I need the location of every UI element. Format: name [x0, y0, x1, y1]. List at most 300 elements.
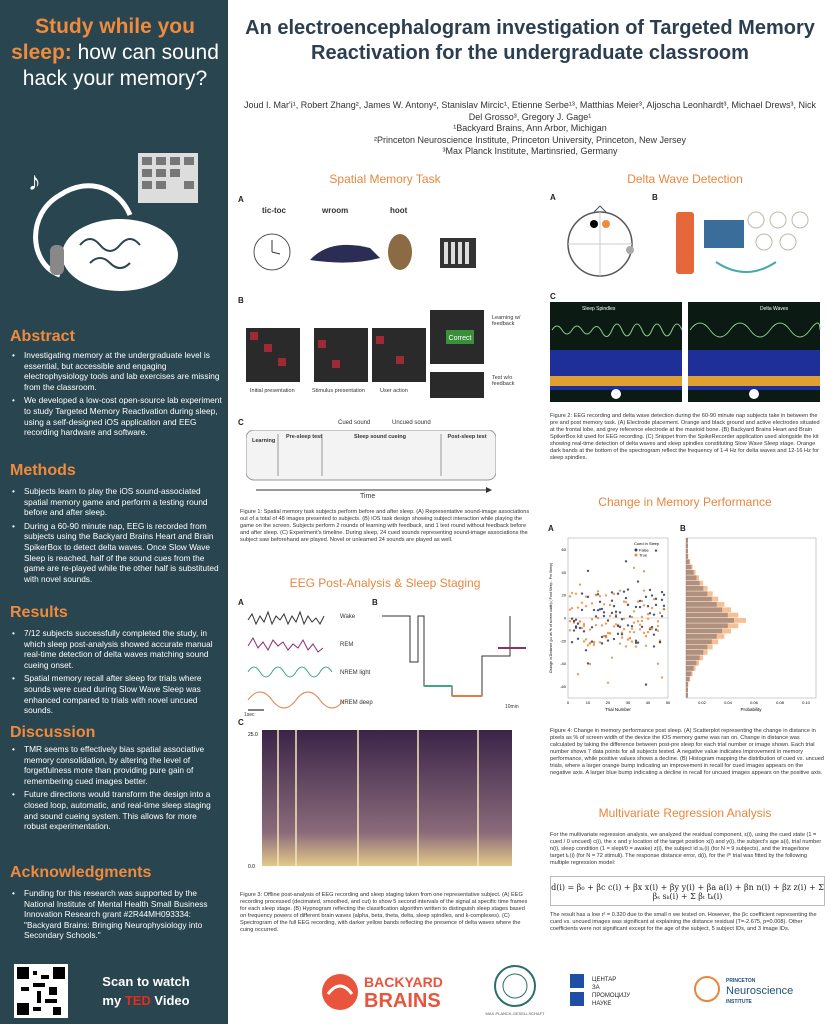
hist-bar [686, 613, 728, 618]
data-point [661, 676, 663, 678]
data-point [625, 560, 627, 562]
data-point [657, 620, 659, 622]
hist-bar [686, 639, 712, 644]
sound-word: tic-toc [262, 206, 286, 215]
hist-bar [686, 549, 688, 554]
data-point [645, 683, 647, 685]
sleep-illustration [20, 145, 210, 295]
hist-bar [686, 682, 688, 687]
x-tick-label: 20 [605, 700, 611, 705]
methods-list [10, 486, 222, 587]
panel-label: C [238, 418, 244, 427]
test-label: Test w/o feedback [492, 375, 515, 387]
data-point [635, 606, 637, 608]
data-point [603, 615, 605, 617]
data-point [633, 567, 635, 569]
data-point [589, 628, 591, 630]
data-point [613, 593, 615, 595]
x-tick-label: 50 [665, 700, 671, 705]
methods-heading: Methods [10, 462, 76, 479]
hist-bar [686, 554, 688, 559]
data-point [621, 636, 623, 638]
data-point [583, 625, 585, 627]
histogram-chart [680, 530, 825, 720]
data-point [577, 638, 579, 640]
data-point [569, 620, 571, 622]
data-point [587, 644, 589, 646]
abstract-list [10, 350, 222, 441]
data-point [657, 663, 659, 665]
phase-label: Stimulus presentation [312, 388, 365, 394]
panel-label: C [550, 292, 556, 301]
hist-bar [686, 650, 703, 655]
legend-label: False [639, 547, 649, 553]
data-point [599, 608, 601, 610]
data-point [591, 618, 593, 620]
stimulus-images [250, 228, 490, 278]
data-point [619, 642, 621, 644]
data-point [647, 631, 649, 633]
panel-label: B [372, 598, 378, 607]
data-point [633, 621, 635, 623]
y-tick-label: -60 [560, 684, 566, 690]
princeton-neuroscience-logo: PRINCETON Neuroscience INSTITUTE [690, 968, 820, 1018]
svg-text:0.0: 0.0 [248, 864, 255, 870]
results-heading: Results [10, 604, 68, 621]
data-point [627, 588, 629, 590]
hist-bar [686, 677, 689, 682]
hist-bar [686, 575, 696, 580]
data-point [651, 628, 653, 630]
data-point [593, 641, 595, 643]
data-point [587, 596, 589, 598]
discussion-list [10, 744, 222, 835]
backyard-brains-logo: BACKYARD BRAINS [320, 968, 470, 1018]
hist-bar [686, 671, 691, 676]
data-point [573, 629, 575, 631]
scale-10min: 10min [505, 704, 519, 710]
discussion-heading: Discussion [10, 724, 96, 741]
data-point [653, 633, 655, 635]
list-item: • Investigating memory at the undergraduate level is essential, but accessible and engaging electrophysiology tools and lab exercises are missing from the classroom. [10, 350, 222, 392]
data-point [615, 615, 617, 617]
data-point [649, 589, 651, 591]
data-point [643, 589, 645, 591]
delta-waves-label: Delta Waves [760, 306, 789, 312]
data-point [631, 616, 633, 618]
data-point [655, 549, 657, 551]
data-point [617, 633, 619, 635]
data-point [637, 580, 639, 582]
data-point [591, 602, 593, 604]
data-point [605, 622, 607, 624]
data-point [663, 608, 665, 610]
qr-code[interactable] [14, 964, 68, 1018]
data-point [629, 637, 631, 639]
hist-bar [686, 666, 694, 671]
panel-label: B [652, 193, 658, 202]
regression-text: For the multivariate regression analysis, we analyzed the residual component, ε(i), using the cued state (1 = cued / 0 uncued) c(i), the x and y location of the target position x(i) and y(i), the subject's age a(i), trial number n(i), sleep condition (1 = slept/0 = awake) z(i), the subject id sₖ(i) (for N = 9 subjects), and the image/tone target tₖ(i) (for N = 72 stimuli). The response distance error, d(i), for the iᵗʰ trial was fitted by the following multiple regression model: [550, 832, 822, 866]
hist-bar [686, 623, 728, 628]
data-point [593, 644, 595, 646]
data-point [597, 593, 599, 595]
legend-title: Cued in Sleep [634, 541, 660, 546]
scan-prompt: Scan to watch my TED Video [102, 974, 190, 1008]
data-point [599, 601, 601, 603]
data-point [571, 607, 573, 609]
stage-label: NREM light [340, 670, 371, 676]
ack-heading: Acknowledgments [10, 864, 152, 881]
data-point [631, 628, 633, 630]
data-point [627, 638, 629, 640]
results-list [10, 628, 222, 719]
data-point [589, 642, 591, 644]
hypnogram [378, 608, 528, 708]
learn-label: Learning w/ feedback [492, 315, 521, 327]
change-heading: Change in Memory Performance [598, 495, 772, 509]
hist-bar [686, 538, 688, 543]
data-point [645, 596, 647, 598]
x-axis-label: Trial Number [605, 707, 631, 712]
hist-bar [686, 559, 689, 564]
data-point [643, 570, 645, 572]
sound-word: wroom [322, 206, 349, 215]
timeline-diagram [246, 430, 496, 500]
uncued-legend: Uncued sound [392, 420, 431, 426]
hist-bar [686, 661, 696, 666]
data-point [593, 609, 595, 611]
regression-heading: Multivariate Regression Analysis [598, 806, 772, 820]
data-point [573, 620, 575, 622]
panel-label: B [680, 524, 686, 533]
data-point [575, 618, 577, 620]
y-tick-label: 60 [561, 546, 566, 552]
scatter-chart [548, 530, 678, 720]
x-tick-label: 0.06 [750, 700, 758, 705]
data-point [585, 649, 587, 651]
data-point [611, 600, 613, 602]
data-point [631, 625, 633, 627]
timeline-pre: Pre-sleep test [285, 434, 323, 440]
data-point [613, 605, 615, 607]
data-point [611, 612, 613, 614]
data-point [655, 598, 657, 600]
hist-bar [686, 570, 694, 575]
data-point [641, 616, 643, 618]
data-point [619, 590, 621, 592]
data-point [621, 618, 623, 620]
data-point [577, 606, 579, 608]
data-point [581, 609, 583, 611]
data-point [645, 645, 647, 647]
data-point [609, 604, 611, 606]
svg-text:♪: ♪ [28, 166, 41, 196]
data-point [569, 608, 571, 610]
timeline-sleep: Sleep sound cueing [354, 434, 406, 440]
data-point [599, 595, 601, 597]
poster-title: An electroencephalogram investigation of Targeted Memory Reactivation for the undergraduate classroom [245, 17, 815, 64]
data-point [601, 642, 603, 644]
data-point [633, 631, 635, 633]
figure1-caption: Figure 1: Spatial memory task subjects perform before and after sleep. (A) Representative sound-image associations out of a total of 48 images presented to subjects. (B) iOS task design showing subject interaction while playing the game on the screen. Subjects perform 2 rounds of learning with feedback, and 1 test round without feedback before and after sleep. (C) Experiment's timeline. During sleep, 24 cued sounds representing sound-image associations the subject saw beforehand are played. Novel or unlearned 24 sounds are played as well. [240, 509, 530, 543]
hist-bar [686, 602, 717, 607]
stage-label: REM [340, 642, 354, 648]
data-point [641, 626, 643, 628]
data-point [585, 605, 587, 607]
cued-legend: Cued sound [338, 420, 371, 426]
data-point [649, 612, 651, 614]
data-point [585, 638, 587, 640]
phase-label: Initial presentation [250, 388, 295, 394]
delta-heading: Delta Wave Detection [627, 172, 743, 186]
data-point [641, 600, 643, 602]
data-point [631, 640, 633, 642]
data-point [637, 620, 639, 622]
data-point [663, 605, 665, 607]
data-point [607, 619, 609, 621]
data-point [619, 626, 621, 628]
list-item: • Future directions would transform the design into a closed loop, automatic, and real-time sleep staging and sound cueing system. This allows for more robust experimentation. [10, 789, 222, 831]
data-point [581, 627, 583, 629]
svg-text:25.0: 25.0 [248, 732, 258, 738]
y-tick-label: 40 [561, 569, 566, 575]
spikerbox-kit [656, 202, 826, 287]
data-point [623, 618, 625, 620]
data-point [611, 657, 613, 659]
legend-marker [635, 549, 638, 552]
data-point [595, 615, 597, 617]
regression-equation: d(i) = β₀ + βc c(i) + βx x(i) + βy y(i) + βa a(i) + βn n(i) + βz z(i) + Σ βₛ sₖ(i) + Σ βₜ tₖ(i) [550, 876, 825, 906]
list-item: • During a 60-90 minute nap, EEG is recorded from subjects using the Backyard Brains Heart and Brain SpikerBox to detect delta waves. Once Slow Wave Sleep is reached, half of the sound cues from the game are re-played while the other half is substituted with novel sounds. [10, 521, 222, 585]
hist-bar [686, 586, 703, 591]
poster-headline: Study while you sleep: how can sound hack your memory? [11, 15, 219, 90]
x-tick-label: 0.10 [802, 700, 810, 705]
data-point [653, 613, 655, 615]
stage-label: NREM deep [340, 700, 373, 706]
data-point [587, 570, 589, 572]
data-point [625, 645, 627, 647]
timeline-learning: Learning [252, 438, 276, 444]
x-tick-label: 30 [625, 700, 631, 705]
list-item: • We developed a low-cost open-source lab experiment to study Targeted Memory Reactivation during sleep, using a self-designed iOS application and EEG recording hardware and software. [10, 395, 222, 437]
data-point [569, 629, 571, 631]
data-point [575, 625, 577, 627]
data-point [661, 599, 663, 601]
data-point [607, 682, 609, 684]
hist-bar [686, 618, 734, 623]
phase-label: User action [380, 388, 408, 394]
data-point [657, 630, 659, 632]
legend-label: True [639, 552, 648, 558]
x-tick-label: 0.04 [724, 700, 732, 705]
y-tick-label: -20 [560, 638, 566, 644]
list-item: • TMR seems to effectively bias spatial associative memory consolidation, by altering the level of forgetfulness more than providing pure gain of remembering cued images better. [10, 744, 222, 786]
figure2-caption: Figure 2: EEG recording and delta wave detection during the 60-90 minute nap subjects take in between the pre and post memory task. (A) Electrode placement. Orange and black ground and active electrodes situated at the frontal lobe, and grey reference electrode at the mastoid bone. (B) Backyard Brains Heart and Brain SpikerBox kit used for EEG recording. (C) Snippet from the SpikeRecorder application used alongside the kit showing real-time detection of delta waves and sleep spindles constituting Slow Wave Sleep stage. Orange dark bands at the bottom of the spectrogram reflect the frequency of 1-4 Hz for delta waves and 12-16 Hz for sleep spindles. [550, 413, 820, 461]
abstract-heading: Abstract [10, 328, 75, 345]
electrode-head [560, 204, 640, 284]
hist-bar [686, 543, 688, 548]
hist-bar [686, 607, 722, 612]
data-point [575, 592, 577, 594]
hist-bar [686, 693, 688, 698]
data-point [633, 610, 635, 612]
data-point [605, 636, 607, 638]
data-point [569, 595, 571, 597]
data-point [581, 602, 583, 604]
data-point [639, 606, 641, 608]
data-point [601, 608, 603, 610]
data-point [577, 673, 579, 675]
hist-bar [686, 634, 717, 639]
data-point [647, 618, 649, 620]
hist-bar [686, 629, 722, 634]
data-point [627, 604, 629, 606]
y-axis-label: Change in Distance (px as % of screen width) ( Post Sleep - Pre Sleep) [549, 562, 553, 674]
y-tick-label: 20 [561, 592, 566, 598]
data-point [647, 605, 649, 607]
data-point [571, 641, 573, 643]
data-point [611, 591, 613, 593]
data-point [619, 611, 621, 613]
data-point [635, 639, 637, 641]
data-point [621, 633, 623, 635]
ios-task-screens [246, 300, 496, 400]
data-point [639, 623, 641, 625]
data-point [603, 611, 605, 613]
data-point [571, 592, 573, 594]
data-point [579, 620, 581, 622]
max-planck-logo: MAX-PLANCK-GESELLSCHAFT [480, 964, 550, 1022]
data-point [571, 618, 573, 620]
scale-1sec: 1sec [244, 712, 255, 718]
x-axis-label: Probability [740, 707, 762, 712]
panel-label: A [550, 193, 556, 202]
x-tick-label: 0 [566, 700, 570, 705]
data-point [627, 624, 629, 626]
x-tick-label: 0.02 [698, 700, 706, 705]
hist-bar [686, 565, 691, 570]
data-point [609, 632, 611, 634]
data-point [639, 628, 641, 630]
figure4-caption: Figure 4: Change in memory performance post sleep. (A) Scatterplot representing the change in distance in pixels as % of screen width of the device the iOS memory game was ran on. Change in distance was calculated by taking the difference between post-pre sleep for each trial number or image shown. Each trial number shows 7 data points for all subjects tested. A negative value indicates improvement in memory performance, while positive values shows a decline. (B) Histogram mapping the distribution of cued vs. uncued trials, where a larger orange bump indicating an improvement in recall for cued images appears on the negative axis. A larger blue bump indicating a decline in recall for uncued images appears on the positive axis. [550, 728, 824, 776]
data-point [601, 624, 603, 626]
data-point [591, 626, 593, 628]
data-point [659, 612, 661, 614]
data-point [657, 625, 659, 627]
data-point [595, 594, 597, 596]
data-point [641, 620, 643, 622]
time-label: Time [360, 493, 376, 500]
data-point [615, 611, 617, 613]
data-point [663, 594, 665, 596]
data-point [625, 597, 627, 599]
author-block: Joud I. Mar'i¹, Robert Zhang², James W. Antony², Stanislav Mircic¹, Etienne Serbe¹³, Matthias Meier³, Aljoscha Leonhardt³, Michael Drews³, Nick Del Grosso³, Gregory J. Gage¹ ¹Backyard Brains, Ann Arbor, Michigan ²Princeton Neuroscience Institute, Princeton University, Princeton, New Jersey ³Max Planck Institute, Martinsried, Germany [244, 100, 816, 156]
list-item: • Spatial memory recall after sleep for trials where sounds were cued during Slow Wave Sleep was enhanced compared to trials with novel uncued sounds. [10, 673, 222, 715]
x-tick-label: 10 [585, 700, 591, 705]
cpn-logo: ЦЕНТАР ЗА ПРОМОЦИЈУ НАУКЕ [566, 968, 636, 1018]
correct-label: Correct [448, 335, 472, 342]
data-point [661, 615, 663, 617]
data-point [583, 640, 585, 642]
panel-label: A [548, 524, 554, 533]
hist-bar [686, 645, 707, 650]
data-point [581, 592, 583, 594]
data-point [579, 583, 581, 585]
list-item: • Subjects learn to play the iOS sound-associated spatial memory game and perform a testing round before and after sleep. [10, 486, 222, 518]
hist-bar [686, 591, 707, 596]
spatial-heading: Spatial Memory Task [329, 172, 441, 186]
panel-label: A [238, 195, 244, 204]
data-point [659, 641, 661, 643]
x-tick-label: 0.08 [776, 700, 784, 705]
hist-bar [686, 655, 700, 660]
data-point [653, 645, 655, 647]
data-point [623, 590, 625, 592]
sound-word: hoot [390, 206, 408, 215]
data-point [613, 625, 615, 627]
list-item: • 7/12 subjects successfully completed the study, in which sleep post-analysis showed accurate manual real-time detection of delta waves matching sound cueing onset. [10, 628, 222, 670]
data-point [609, 615, 611, 617]
panel-label: A [238, 598, 244, 607]
data-point [655, 604, 657, 606]
data-point [635, 645, 637, 647]
data-point [643, 632, 645, 634]
data-point [577, 622, 579, 624]
data-point [603, 635, 605, 637]
legend-marker [635, 554, 638, 557]
list-item: • Funding for this research was supported by the National Institute of Mental Health Small Business Innovation Research grant #2R44MH093334: "Backyard Brains: Bringing Neurophysiology into Secondary Schools." [10, 888, 222, 941]
data-point [597, 590, 599, 592]
data-point [651, 607, 653, 609]
regression-result: The result has a low r² = 0.320 due to the small n we tested on. However, the βc coefficient representing the cued vs. uncued images was significant at explaining the distance residual (T=-2.675, p=0.008). Other coefficients were not significant except for the age of the subject, 5 subject IDs, and 3 image IDs. [550, 912, 817, 932]
data-point [595, 624, 597, 626]
panel-label: B [238, 296, 244, 305]
ack-list [10, 888, 222, 944]
eeg-heading: EEG Post-Analysis & Sleep Staging [289, 576, 481, 590]
hist-bar [686, 581, 700, 586]
data-point [613, 638, 615, 640]
data-point [661, 591, 663, 593]
data-point [653, 598, 655, 600]
stage-label: Wake [340, 614, 356, 620]
data-point [603, 603, 605, 605]
data-point [625, 601, 627, 603]
figure3-caption: Figure 3: Offline post-analysis of EEG recording and sleep staging taken from one representative subject. (A) EEG recording processed (decimated, smoothed, and cut) to show 5 second intervals of the signal at specific time frames for each sleep stage. (B) Hypnogram reflecting the classification algorithm written to distinguish sleep stages based on frequency powers of different brain waves (alpha, beta, theta, delta, sleep spindles, and k-complexes). (C) Spectrogram of the full EEG recording, with darker yellow bands reflecting the presence of delta waves where the cuing occurred. [240, 892, 528, 933]
x-tick-label: 40 [645, 700, 651, 705]
data-point [583, 630, 585, 632]
y-tick-label: 0 [563, 615, 566, 621]
data-point [643, 604, 645, 606]
spikerecorder-snippets [550, 302, 822, 402]
data-point [605, 594, 607, 596]
spectrogram [248, 728, 523, 878]
panel-label: C [238, 718, 244, 727]
hist-bar [686, 687, 688, 692]
data-point [589, 663, 591, 665]
data-point [607, 639, 609, 641]
timeline-post: Post-sleep test [447, 434, 487, 440]
spindles-label: Sleep Spindles [582, 306, 616, 312]
y-tick-label: -40 [560, 661, 566, 667]
hist-bar [686, 597, 712, 602]
sidebar [0, 0, 228, 1024]
data-point [597, 617, 599, 619]
data-point [645, 635, 647, 637]
data-point [617, 593, 619, 595]
data-point [651, 594, 653, 596]
data-point [623, 628, 625, 630]
data-point [629, 631, 631, 633]
